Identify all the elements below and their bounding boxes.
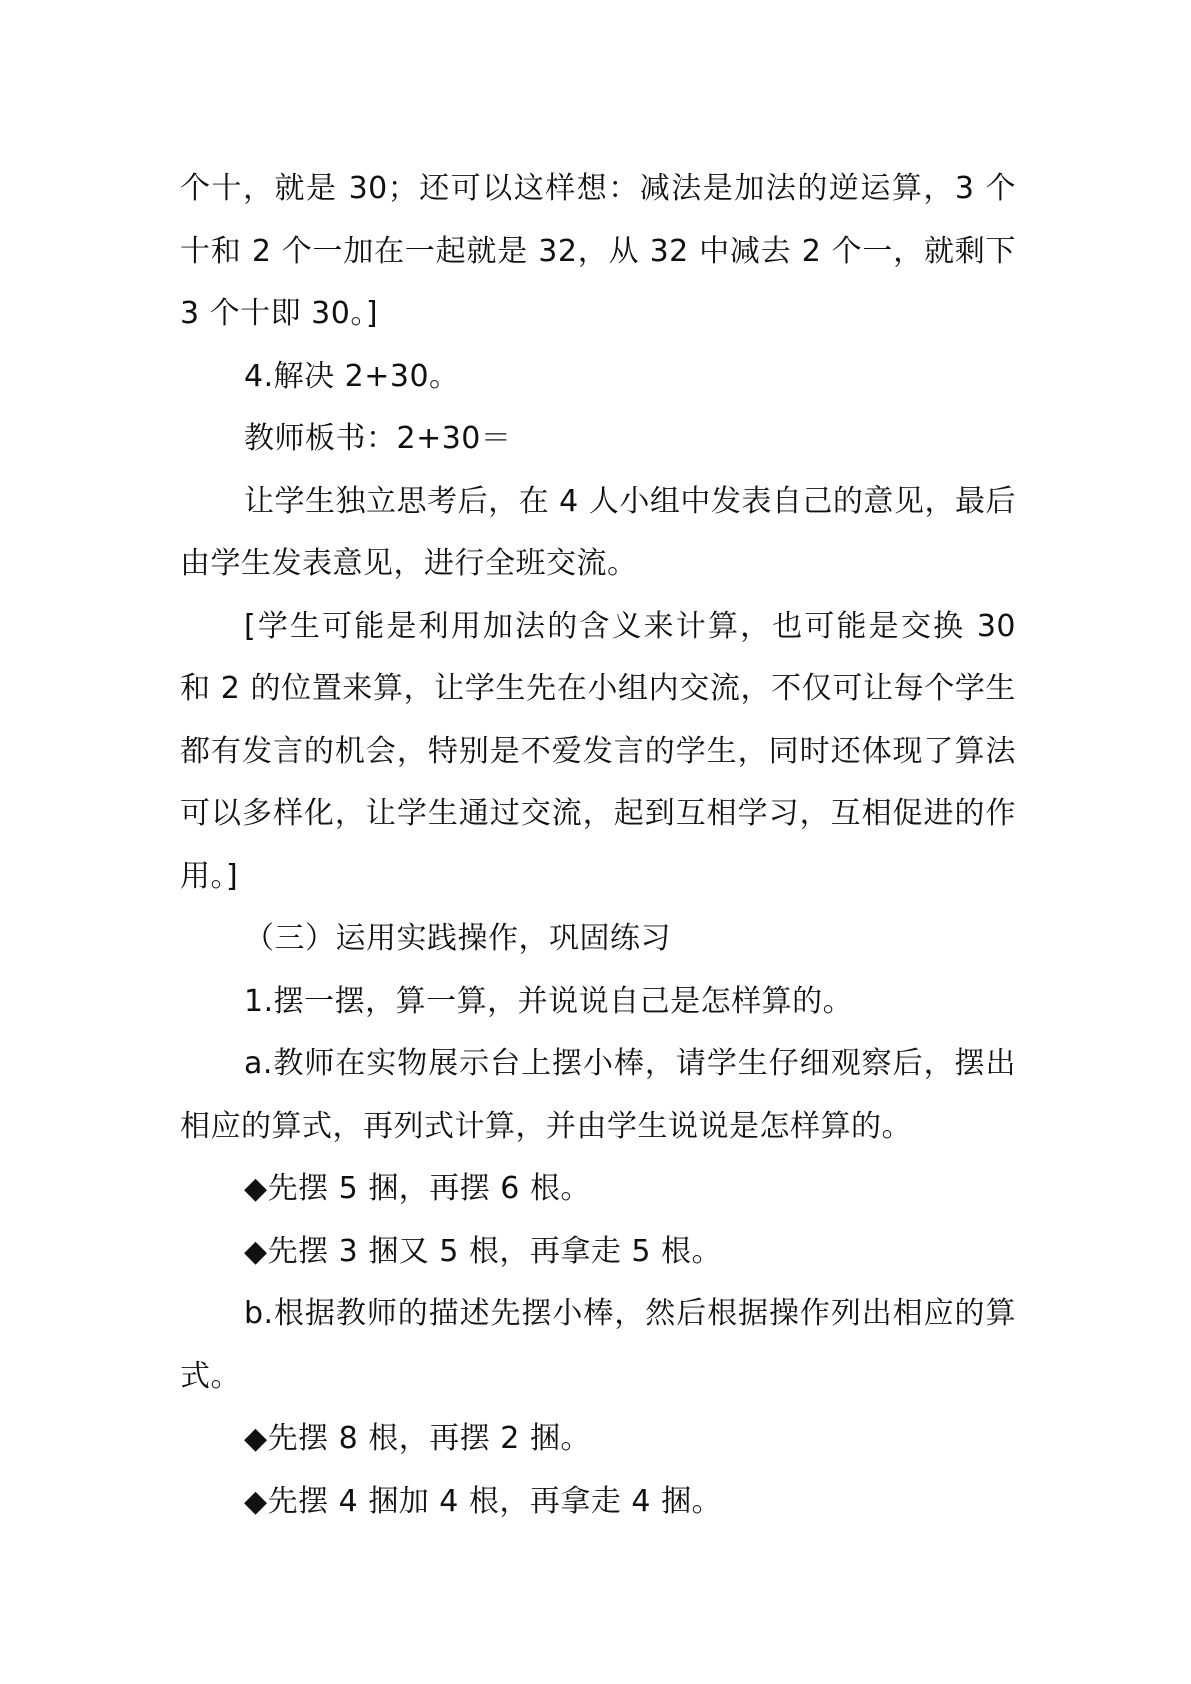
section-heading-practice: （三）运用实践操作，巩固练习 (244, 921, 671, 956)
list-item: ◆先摆 4 捆加 4 根，再拿走 4 捆。 (244, 1483, 723, 1519)
list-item: ◆先摆 8 根，再摆 2 捆。 (244, 1421, 591, 1456)
list-item: ◆先摆 3 捆又 5 根，再拿走 5 根。 (244, 1233, 723, 1269)
paragraph-exercise-1b: b.根据教师的描述先摆小棒，然后根据操作列出相应的算式。 (180, 1296, 1016, 1394)
paragraph-group-discussion: 让学生独立思考后，在 4 人小组中发表自己的意见，最后由学生发表意见，进行全班交流。 (180, 483, 1016, 581)
paragraph-exercise-1: 1.摆一摆，算一算，并说说自己是怎样算的。 (244, 983, 854, 1019)
paragraph-teaching-note: [学生可能是利用加法的含义来计算，也可能是交换 30 和 2 的位置来算，让学生先在小组内交流，不仅可让每个学生都有发言的机会，特别是不爱发言的学生，同时还体现了算法可以多样化，让学生通过交流，起到互相学习，互相促进的作用。] (180, 608, 1016, 894)
list-item: ◆先摆 5 捆，再摆 6 根。 (244, 1171, 591, 1206)
paragraph-continuation: 个十，就是 30；还可以这样想：减法是加法的逆运算，3 个十和 2 个一加在一起就是 32，从 32 中减去 2 个一，就剩下 3 个十即 30。] (180, 171, 1016, 331)
paragraph-step-4-heading: 4.解决 2+30。 (244, 358, 460, 394)
paragraph-teacher-board: 教师板书：2+30＝ (244, 421, 512, 456)
paragraph-exercise-1a: a.教师在实物展示台上摆小棒，请学生仔细观察后，摆出相应的算式，再列式计算，并由学生说说是怎样算的。 (180, 1046, 1016, 1144)
document-page (180, 158, 1016, 1533)
